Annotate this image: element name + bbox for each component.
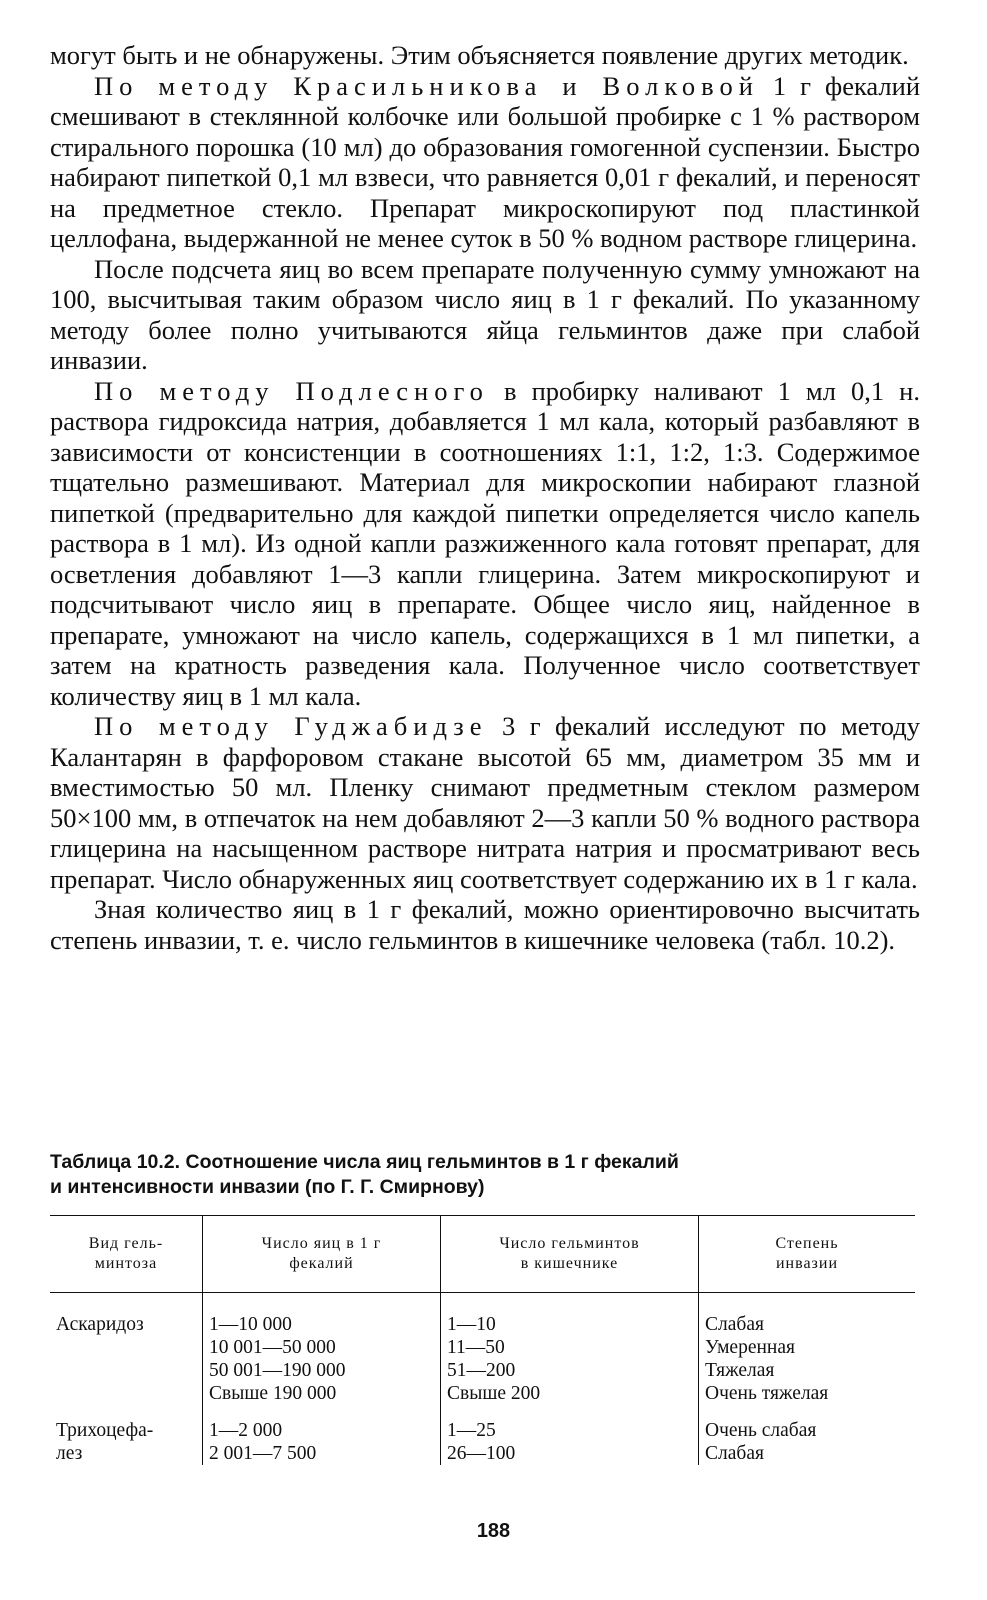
column-header-species — [50, 1216, 203, 1293]
table-caption — [50, 1150, 930, 1200]
cell-line: Очень слабая — [705, 1420, 817, 1441]
header-line: инвазии — [775, 1255, 838, 1272]
header-line: Вид гель- — [88, 1235, 164, 1252]
column-header-degree — [699, 1216, 916, 1293]
column-header-worms — [441, 1216, 699, 1293]
cell-line: 10 001—50 000 — [209, 1337, 336, 1358]
cell-line: 26—100 — [447, 1443, 516, 1464]
table-row — [50, 1405, 915, 1465]
cell-line: Аскаридоз — [56, 1314, 144, 1335]
cell-line: 2 001—7 500 — [209, 1443, 317, 1464]
table-header-row — [50, 1216, 915, 1293]
cell-line: 11—50 — [447, 1337, 505, 1358]
cell-line: 1—10 — [447, 1314, 496, 1335]
cell-line: Свыше 200 — [447, 1383, 541, 1404]
paragraph-gudzhabidze-method — [50, 711, 920, 894]
cell-line: Трихоцефа- — [56, 1420, 154, 1441]
paragraph-krasilnikov-method — [50, 71, 920, 254]
table-caption-line: и интенсивности инвазии (по Г. Г. Смирнову) — [50, 1176, 485, 1198]
helminth-table — [50, 1215, 915, 1465]
cell-line: лез — [56, 1443, 83, 1464]
paragraph-invasion-degree: Зная количество яиц в 1 г фекалий, можно ориентировочно высчитать степень инвазии, т. е. число гельминтов в кишечнике человека (табл. 10.2). — [50, 894, 920, 955]
paragraph-text: 3 г фекалий исследуют по методу Калантарян в фарфоровом стакане высотой 65 мм, диаметром 35 мм и вместимостью 50 мл. Пленку снимают предметным стеклом размером 50×100 мм, в отпечаток на нем добавляют 2—3 капли 50 % водного раствора глицерина на насыщенном растворе нитрата натрия и просматривают весь препарат. Число обнаруженных яиц соответствует содержанию их в 1 г кала. — [50, 711, 920, 894]
method-name: По методу Красильникова и Волковой — [94, 70, 759, 101]
cell-eggs — [203, 1405, 441, 1465]
paragraph-egg-count: После подсчета яиц во всем препарате полученную сумму умножают на 100, высчитывая таким образом число яиц в 1 г фекалий. По указанному методу более полно учитываются яйца гельминтов даже при слабой инвазии. — [50, 253, 920, 375]
header-line: Число яиц в 1 г — [261, 1235, 382, 1252]
cell-line: Умеренная — [705, 1337, 795, 1358]
paragraph-podlesny-method — [50, 376, 920, 712]
paragraph-text: в пробирку наливают 1 мл 0,1 н. раствора гидроксида натрия, добавляется 1 мл кала, который разбавляют в зависимости от консистенции в соотношениях 1:1, 1:2, 1:3. Содержимое тщательно размешивают. Материал для микроскопии набирают глазной пипеткой (предварительно для каждой пипетки определяется число капель раствора в 1 мл). Из одной капли разжиженного кала готовят препарат, для осветления добавляют 1—3 капли глицерина. Затем микроскопируют и подсчитывают число яиц в препарате. Общее число яиц, найденное в препарате, умножают на число капель, содержащихся в 1 мл пипетки, а затем на кратность разведения кала. Полученное число соответствует количеству яиц в 1 мл кала. — [50, 375, 920, 711]
cell-line: Слабая — [705, 1443, 764, 1464]
cell-line: 1—25 — [447, 1420, 496, 1441]
header-line: Число гельминтов — [499, 1235, 640, 1252]
header-line: в кишечнике — [520, 1255, 619, 1272]
method-name: По методу Подлесного — [94, 375, 489, 406]
header-line: Степень — [775, 1235, 839, 1252]
paragraph-continuation: могут быть и не обнаружены. Этим объясняется появление других методик. — [50, 40, 909, 70]
method-name: По методу Гуджабидзе — [94, 711, 488, 741]
cell-line: Слабая — [705, 1314, 764, 1335]
header-line: фекалий — [289, 1255, 354, 1272]
cell-eggs — [203, 1293, 441, 1406]
cell-line: 1—2 000 — [209, 1420, 283, 1441]
cell-degree — [699, 1405, 916, 1465]
cell-line: Тяжелая — [705, 1360, 775, 1381]
cell-line: 51—200 — [447, 1360, 516, 1381]
paragraph-text: 1 г фекалий смешивают в стеклянной колбочке или большой пробирке с 1 % раствором стирального порошка (10 мл) до образования гомогенной суспензии. Быстро набирают пипеткой 0,1 мл взвеси, что равняется 0,01 г фекалий, и переносят на предметное стекло. Препарат микроскопируют под пластинкой целлофана, выдержанной не менее суток в 50 % водном растворе глицерина. — [50, 70, 921, 253]
header-line: минтоза — [94, 1255, 158, 1272]
cell-species — [50, 1293, 203, 1406]
cell-line: 50 001—190 000 — [209, 1360, 346, 1381]
column-header-eggs — [203, 1216, 441, 1293]
cell-line: Свыше 190 000 — [209, 1383, 337, 1404]
cell-line: Очень тяжелая — [705, 1383, 829, 1404]
table-caption-line: Таблица 10.2. Соотношение числа яиц гельминтов в 1 г фекалий — [50, 1151, 679, 1173]
cell-worms — [441, 1405, 699, 1465]
cell-species — [50, 1405, 203, 1465]
cell-worms — [441, 1293, 699, 1406]
cell-degree — [699, 1293, 916, 1406]
cell-line: 1—10 000 — [209, 1314, 292, 1335]
main-text — [50, 40, 920, 955]
data-table — [50, 1215, 915, 1465]
page-number: 188 — [476, 1520, 511, 1542]
table-row — [50, 1293, 915, 1406]
